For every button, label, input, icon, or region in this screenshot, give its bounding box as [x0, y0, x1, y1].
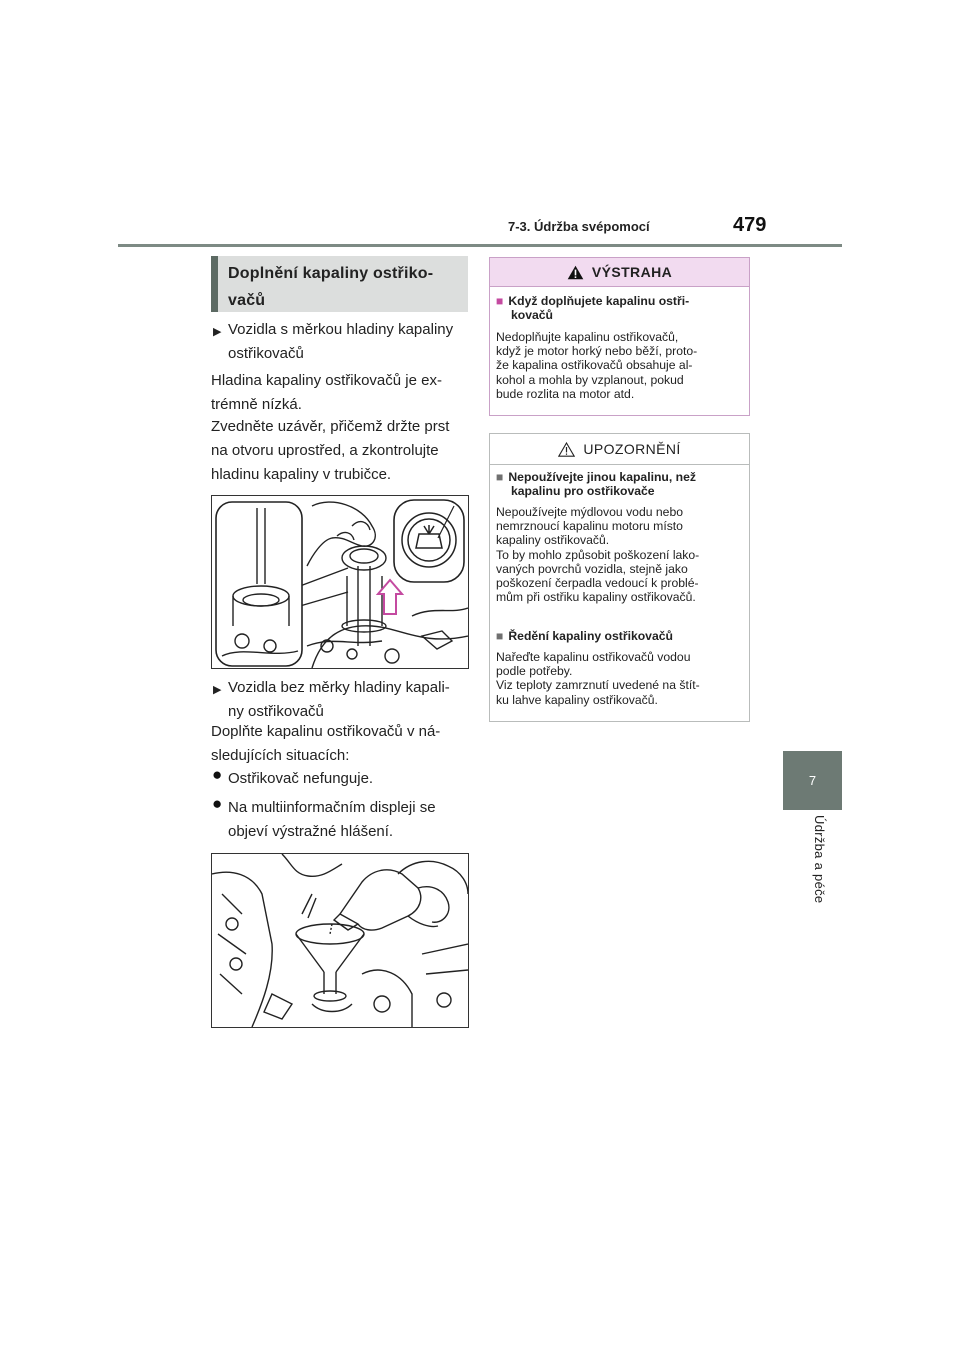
figure-washer-gauge [211, 495, 469, 669]
section-heading [211, 256, 468, 312]
figure-washer-gauge-drawing [212, 496, 468, 668]
notice-subheading-dilution: ■ Ředění kapaliny ostřikovačů [496, 629, 673, 643]
notice-box [489, 433, 750, 722]
triangle-right-icon: ▶ [213, 684, 222, 696]
chapter-tab [783, 751, 842, 810]
item-without-gauge: Vozidla bez měrky hladiny kapali- ny ostřikovačů [228, 679, 450, 720]
notice-box-header [490, 434, 749, 465]
notice-subheading-fluid-type: ■ Nepoužívejte jinou kapalinu, než kapalinu pro ostřikovače [496, 470, 696, 498]
section-heading-line2: vačů [228, 292, 266, 309]
running-header-section: 7-3. Údržba svépomocí [508, 219, 650, 234]
paragraph-refill-situations: Doplňte kapalinu ostřikovačů v ná- sledujících situacích: [211, 723, 441, 764]
bullet-washer-not-working: Ostřikovač nefunguje. [228, 770, 374, 787]
bullet-warning-message: Na multiinformačním displeji se objeví výstražné hlášení. [228, 799, 436, 840]
black-circle-icon: ● [212, 794, 223, 813]
warning-triangle-icon [567, 265, 584, 280]
section-heading-line1: Doplnění kapaliny ostřiko- [228, 265, 434, 282]
figure-refill-funnel-drawing [212, 854, 468, 1027]
notice-body-dilution: Nařeďte kapalinu ostřikovačů vodou podle potřeby. Viz teploty zamrznutí uvedené na štít- ku lahve kapaliny ostřikovačů. [496, 650, 700, 707]
figure-refill-funnel [211, 853, 469, 1028]
warning-subheading: ■ Když doplňujete kapalinu ostři- kovačů [496, 294, 690, 322]
notice-title: UPOZORNĚNÍ [583, 441, 681, 457]
chapter-side-label: Údržba a péče [812, 815, 827, 904]
notice-body-fluid-type: Nepoužívejte mýdlovou vodu nebo nemrznoucí kapalinu motoru místo kapaliny ostřikovačů. To by mohlo způsobit poškození lako- vaných povrchů vozidla, stejně jako poškození čerpadla vedoucí k problé- mům při ostřiku kapaliny ostřikovačů. [496, 505, 700, 605]
black-circle-icon: ● [212, 765, 223, 784]
warning-outline-icon [558, 442, 575, 457]
paragraph-level-low: Hladina kapaliny ostřikovačů je ex- trémně nízká. [211, 372, 442, 413]
item-with-gauge: Vozidla s měrkou hladiny kapaliny ostřikovačů [228, 321, 454, 362]
page-number: 479 [733, 214, 767, 236]
warning-body: Nedoplňujte kapalinu ostřikovačů, když je motor horký nebo běží, proto- že kapalina ostřikovačů obsahuje al- kohol a mohla by vzplanout, pokud bude rozlita na motor atd. [496, 330, 698, 401]
paragraph-check-level: Zvedněte uzávěr, přičemž držte prst na otvoru uprostřed, a zkontrolujte hladinu kapaliny v trubičce. [211, 418, 450, 483]
chapter-number: 7 [808, 773, 817, 788]
warning-box [489, 257, 750, 416]
warning-box-header [490, 258, 749, 287]
triangle-right-icon: ▶ [213, 326, 222, 338]
header-rule [118, 244, 842, 247]
warning-title: VÝSTRAHA [591, 264, 673, 280]
